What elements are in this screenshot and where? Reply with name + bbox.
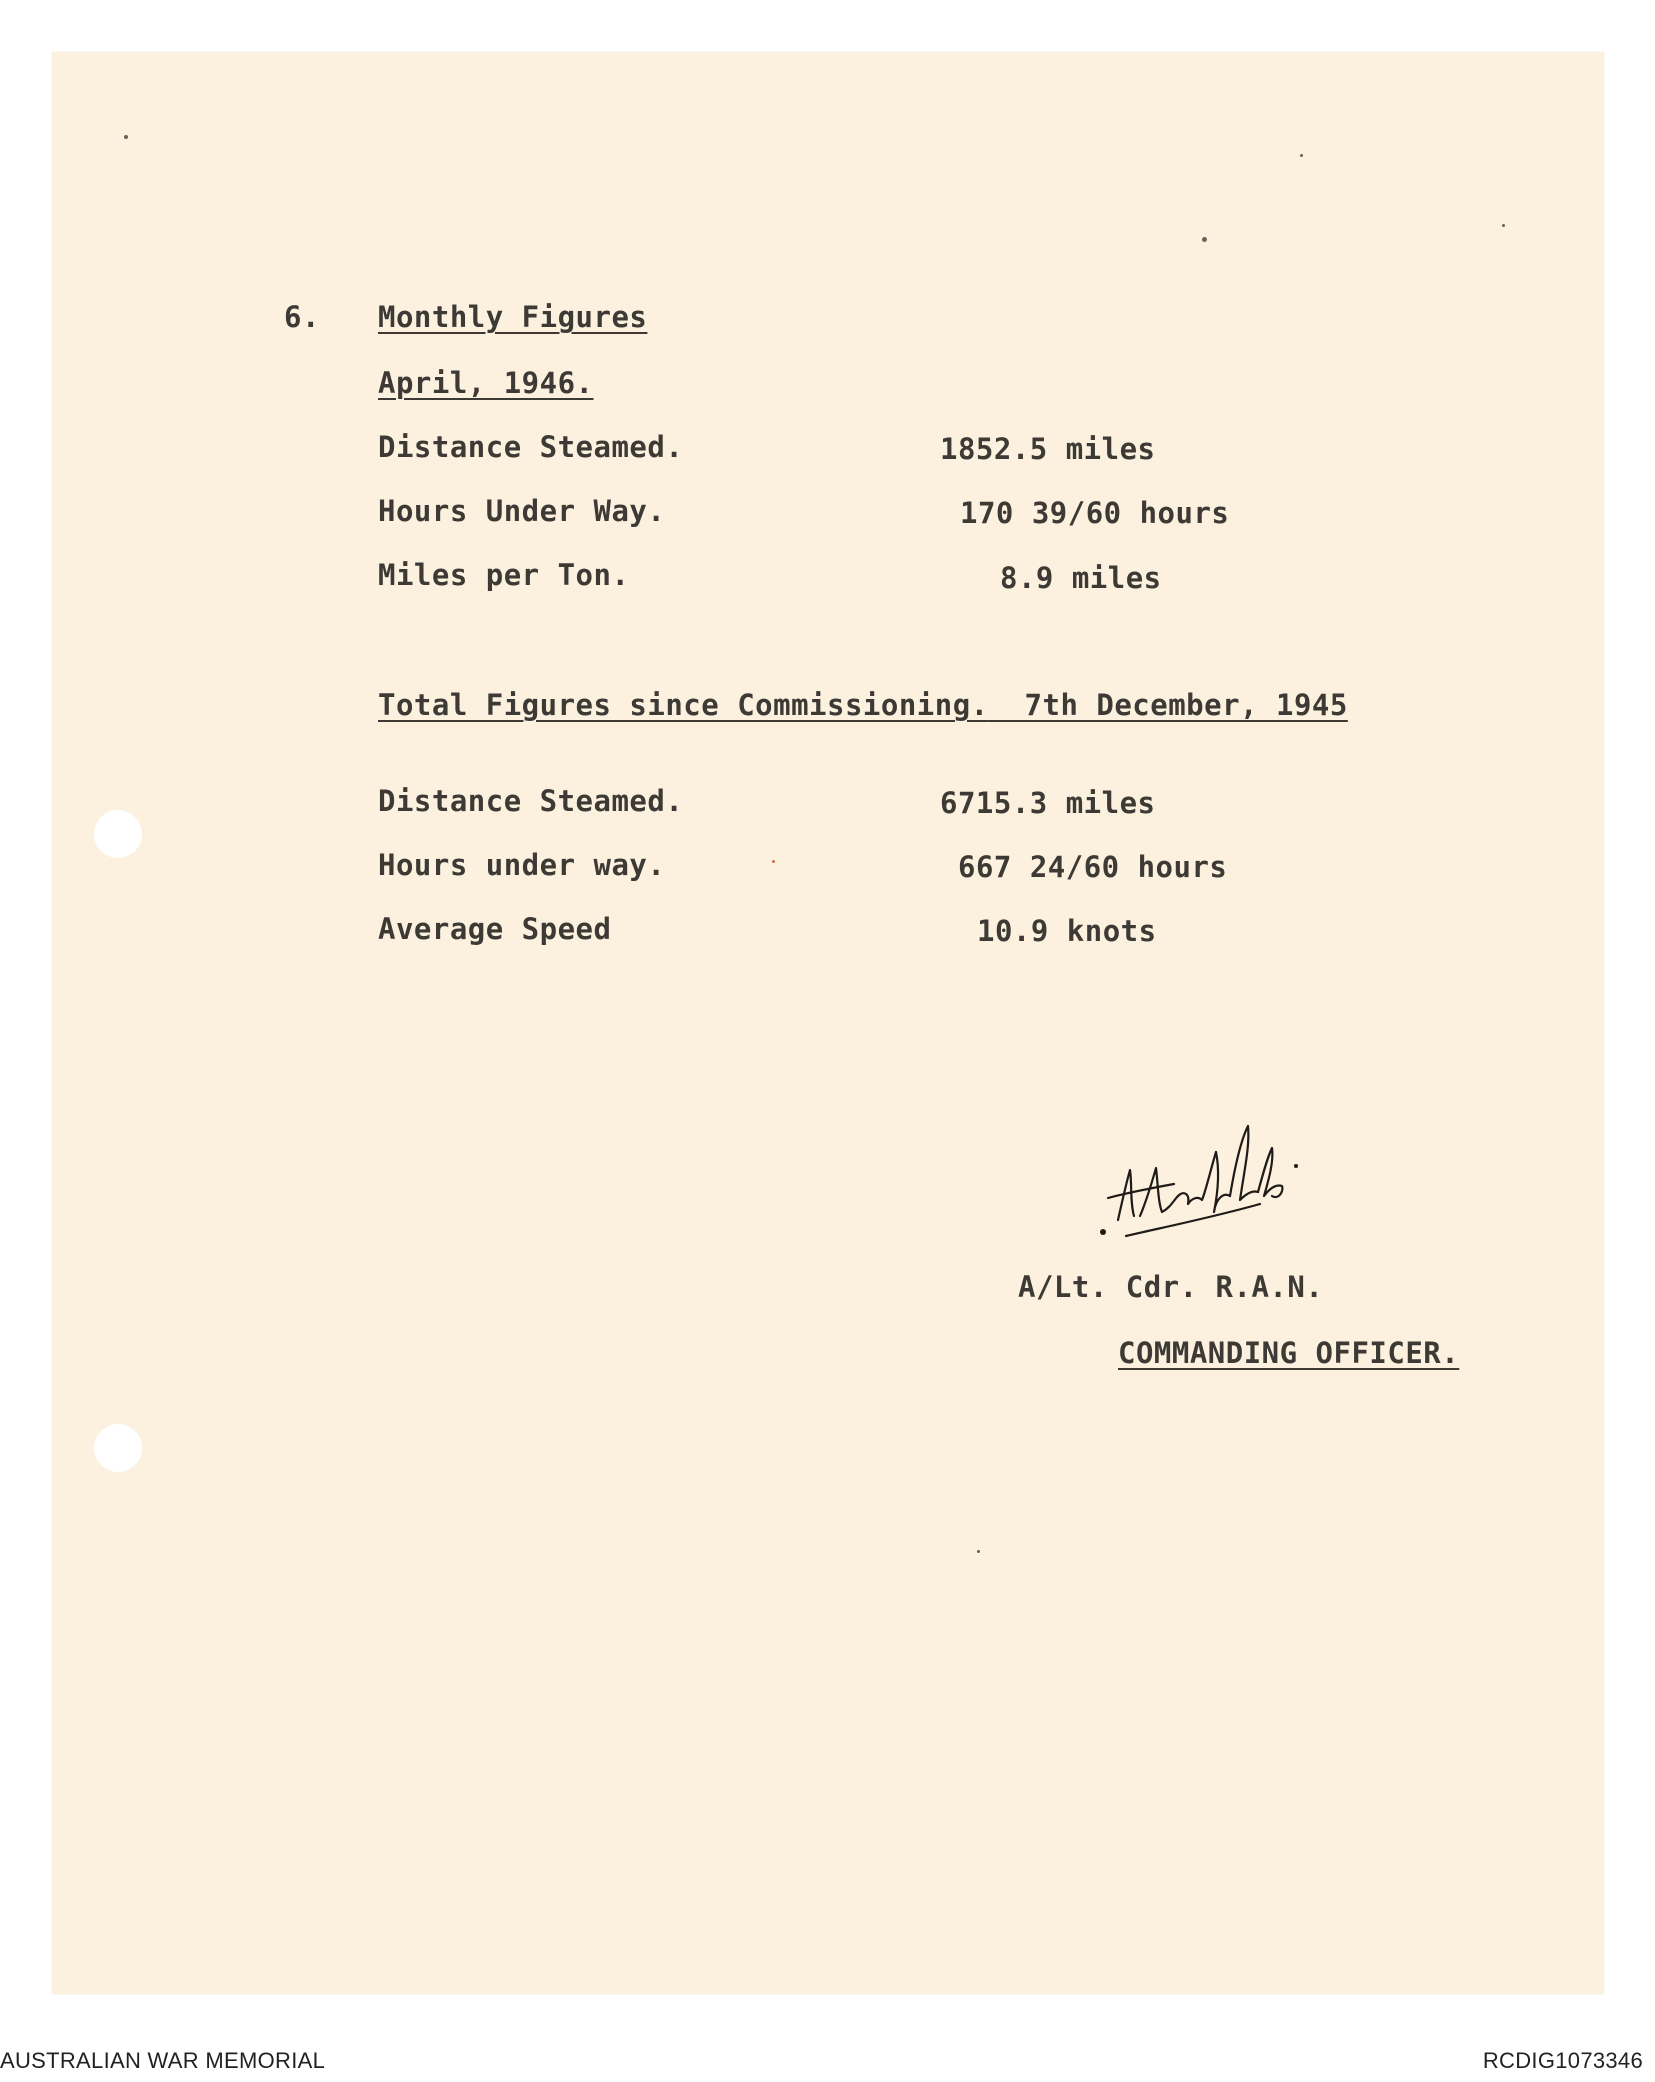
paper-speck [1502, 224, 1505, 227]
totals-row-value: 667 24/60 hours [958, 850, 1228, 884]
totals-heading-date: 7th December, 1945 [1024, 688, 1348, 722]
paper-speck [1202, 237, 1207, 242]
totals-heading-text: Total Figures since Commissioning. [378, 688, 989, 722]
document-sheet [52, 52, 1604, 1994]
totals-row-value: 10.9 knots [977, 914, 1157, 948]
signature-stroke [1258, 1148, 1282, 1197]
paper-speck [124, 135, 128, 139]
signature-image [1100, 1112, 1300, 1262]
signature-stroke [1108, 1184, 1174, 1198]
signature-stroke [1140, 1168, 1178, 1216]
punch-hole-upper [94, 810, 142, 858]
totals-row-label: Hours under way. [378, 848, 666, 882]
totals-row-label: Distance Steamed. [378, 784, 684, 818]
paper-speck [977, 1550, 980, 1553]
signature-stroke [1230, 1126, 1258, 1200]
monthly-row-label: Hours Under Way. [378, 494, 666, 528]
signatory-title: COMMANDING OFFICER. [1118, 1336, 1460, 1370]
totals-heading [378, 688, 1348, 722]
monthly-row-label: Distance Steamed. [378, 430, 684, 464]
signature-dot [1100, 1229, 1106, 1235]
signature-stroke [1126, 1204, 1260, 1236]
totals-row-label: Average Speed [378, 912, 612, 946]
punch-hole-lower [94, 1424, 142, 1472]
totals-row-value: 6715.3 miles [940, 786, 1156, 820]
signatory-rank: A/Lt. Cdr. R.A.N. [1018, 1270, 1324, 1304]
period-heading: April, 1946. [378, 366, 594, 400]
footer-record-id: RCDIG1073346 [1482, 2048, 1643, 2073]
footer-archive-name: AUSTRALIAN WAR MEMORIAL [0, 2048, 326, 2073]
signature-stroke [1214, 1152, 1230, 1212]
signature-dot [1294, 1164, 1298, 1168]
section-number: 6. [284, 300, 320, 334]
monthly-row-label: Miles per Ton. [378, 558, 630, 592]
signature-stroke [1178, 1152, 1216, 1204]
section-heading: Monthly Figures [378, 300, 648, 334]
paper-speck [772, 860, 775, 863]
paper-speck [1300, 154, 1303, 157]
monthly-row-value: 170 39/60 hours [960, 496, 1230, 530]
monthly-row-value: 8.9 miles [1000, 561, 1162, 595]
monthly-row-value: 1852.5 miles [940, 432, 1156, 466]
